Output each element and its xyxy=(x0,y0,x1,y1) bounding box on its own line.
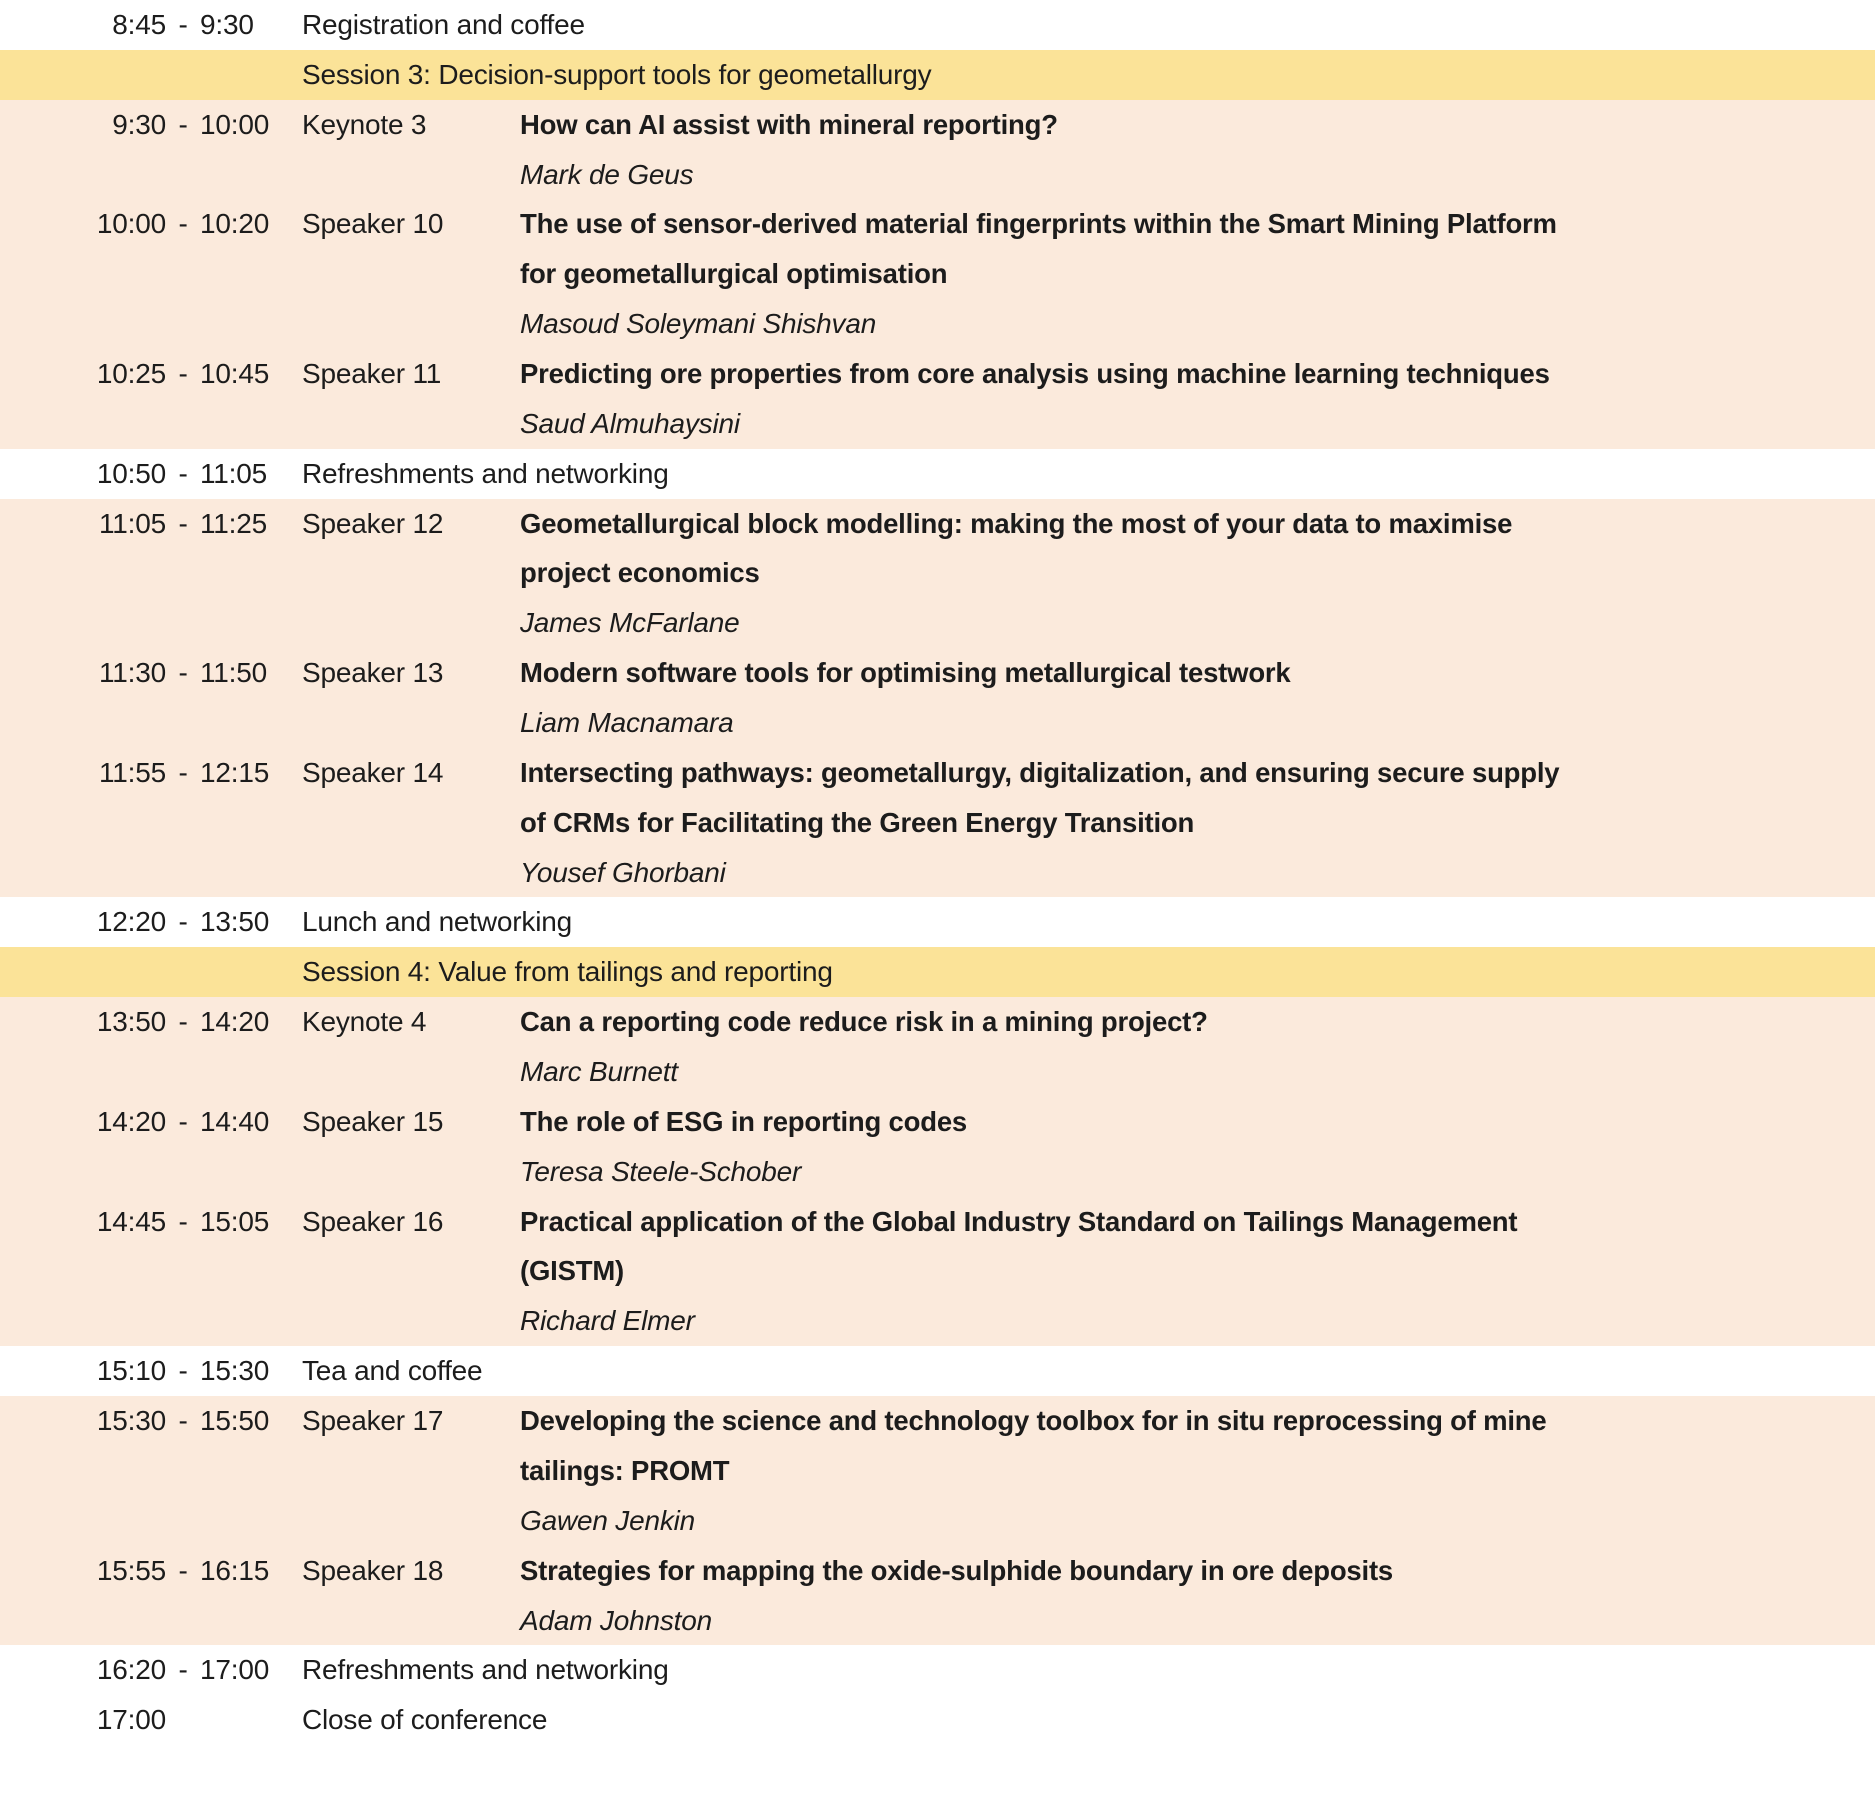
time-range-dash: - xyxy=(178,208,188,240)
break-label: Registration and coffee xyxy=(302,9,585,40)
talk-title: Modern software tools for optimising metallurgical testwork xyxy=(520,657,1291,689)
time-range-dash: - xyxy=(178,9,188,40)
time-slot xyxy=(0,449,302,499)
time-slot xyxy=(0,0,302,50)
start-time: 10:25 xyxy=(96,358,166,390)
end-time: 11:25 xyxy=(200,507,267,539)
talk-speaker-name: Adam Johnston xyxy=(520,1604,712,1636)
talk-row xyxy=(0,1546,1875,1646)
talk-details xyxy=(520,349,1560,449)
talk-row xyxy=(0,1396,1875,1546)
talk-details xyxy=(520,648,1560,748)
end-time: 16:15 xyxy=(200,1554,270,1586)
break-label: Lunch and networking xyxy=(302,906,572,938)
end-time: 10:45 xyxy=(200,358,270,390)
start-time: 16:20 xyxy=(96,1654,166,1686)
time-range-dash: - xyxy=(178,1105,188,1137)
talk-title: Predicting ore properties from core analysis using machine learning techniques xyxy=(520,358,1550,390)
end-time: 9:30 xyxy=(200,9,254,40)
time-range-dash: - xyxy=(178,1554,188,1586)
talk-details xyxy=(520,499,1560,649)
time-slot xyxy=(0,1546,302,1596)
talk-details xyxy=(520,1097,1560,1197)
talk-speaker-name: James McFarlane xyxy=(520,607,740,639)
talk-speaker-name: Saud Almuhaysini xyxy=(520,407,740,439)
start-time: 9:30 xyxy=(112,108,166,140)
time-slot xyxy=(0,199,302,249)
end-time: 15:50 xyxy=(200,1405,270,1437)
time-slot xyxy=(0,499,302,549)
session-header-row xyxy=(0,947,1875,997)
end-time: 14:40 xyxy=(200,1105,270,1137)
talk-speaker-name: Liam Macnamara xyxy=(520,707,734,739)
time-slot xyxy=(0,100,302,150)
talk-slot-label: Keynote 4 xyxy=(302,1006,427,1038)
start-time: 13:50 xyxy=(96,1006,166,1038)
talk-slot-label: Speaker 15 xyxy=(302,1105,444,1137)
talk-slot-label: Speaker 11 xyxy=(302,358,442,390)
start-time: 11:30 xyxy=(99,657,166,689)
start-time: 15:30 xyxy=(96,1405,166,1437)
time-range-dash: - xyxy=(178,1355,188,1387)
time-range-dash: - xyxy=(178,457,188,489)
time-range-dash xyxy=(166,1695,200,1745)
time-slot xyxy=(0,1197,302,1247)
break-row xyxy=(0,1346,1875,1396)
talk-row xyxy=(0,648,1875,748)
talk-row xyxy=(0,499,1875,649)
start-time: 15:55 xyxy=(96,1554,166,1586)
break-row xyxy=(0,449,1875,499)
time-slot xyxy=(0,1346,302,1396)
talk-details xyxy=(520,1546,1560,1646)
time-slot xyxy=(0,897,302,947)
talk-details xyxy=(520,199,1560,349)
talk-slot-label: Speaker 13 xyxy=(302,657,444,689)
talk-title: The role of ESG in reporting codes xyxy=(520,1105,968,1137)
start-time: 10:50 xyxy=(96,457,166,489)
talk-title: Developing the science and technology toolbox for in situ reprocessing of mine tailings: PROMT xyxy=(520,1405,1547,1486)
time-slot xyxy=(0,1097,302,1147)
time-range-dash: - xyxy=(178,507,188,539)
time-slot xyxy=(0,748,302,798)
talk-slot-label: Speaker 17 xyxy=(302,1405,444,1437)
break-row xyxy=(0,0,1875,50)
start-time: 11:05 xyxy=(99,507,166,539)
talk-title: How can AI assist with mineral reporting? xyxy=(520,108,1058,140)
talk-speaker-name: Teresa Steele-Schober xyxy=(520,1155,802,1187)
talk-title: Intersecting pathways: geometallurgy, digitalization, and ensuring secure supply of CRMs for Facilitating the Green Energy Transition xyxy=(520,756,1560,838)
talk-slot-label: Speaker 14 xyxy=(302,756,444,788)
session-title: Session 3: Decision-support tools for geometallurgy xyxy=(302,58,932,90)
break-label: Close of conference xyxy=(302,1704,548,1736)
end-time: 11:05 xyxy=(200,457,267,489)
start-time: 17:00 xyxy=(96,1704,166,1736)
time-slot xyxy=(0,1396,302,1446)
talk-row xyxy=(0,1097,1875,1197)
break-label: Refreshments and networking xyxy=(302,1654,669,1686)
talk-row xyxy=(0,199,1875,349)
end-time: 17:00 xyxy=(200,1654,270,1686)
talk-row xyxy=(0,349,1875,449)
talk-row xyxy=(0,1197,1875,1347)
end-time: 12:15 xyxy=(200,756,270,788)
end-time: 15:05 xyxy=(200,1205,270,1237)
talk-speaker-name: Yousef Ghorbani xyxy=(520,856,726,888)
time-slot xyxy=(0,648,302,698)
break-row xyxy=(0,1645,1875,1695)
time-range-dash: - xyxy=(178,1405,188,1437)
talk-details xyxy=(520,1197,1560,1347)
time-range-dash: - xyxy=(178,657,188,689)
time-range-dash: - xyxy=(178,1654,188,1686)
talk-slot-label: Speaker 12 xyxy=(302,507,444,539)
talk-title: Geometallurgical block modelling: making the most of your data to maximise project economics xyxy=(520,507,1513,589)
time-range-dash: - xyxy=(178,756,188,788)
time-range-dash: - xyxy=(178,1006,188,1038)
talk-speaker-name: Gawen Jenkin xyxy=(520,1504,696,1536)
time-slot xyxy=(0,349,302,399)
end-time: 10:20 xyxy=(200,208,270,240)
talk-row xyxy=(0,748,1875,898)
talk-slot-label: Speaker 10 xyxy=(302,208,444,240)
start-time: 10:00 xyxy=(96,208,166,240)
end-time xyxy=(200,1695,302,1745)
end-time: 11:50 xyxy=(200,657,267,689)
talk-title: Can a reporting code reduce risk in a mining project? xyxy=(520,1006,1208,1038)
break-label: Tea and coffee xyxy=(302,1355,483,1387)
break-row xyxy=(0,1695,1875,1745)
start-time: 15:10 xyxy=(96,1355,166,1387)
time-slot xyxy=(0,1695,302,1745)
session-title: Session 4: Value from tailings and reporting xyxy=(302,956,833,988)
time-range-dash: - xyxy=(178,1205,188,1237)
talk-details xyxy=(520,100,1560,200)
talk-slot-label: Speaker 16 xyxy=(302,1205,444,1237)
talk-slot-label: Keynote 3 xyxy=(302,108,427,140)
end-time: 13:50 xyxy=(200,906,270,938)
time-slot xyxy=(0,1645,302,1695)
start-time: 14:20 xyxy=(96,1105,166,1137)
time-slot xyxy=(0,997,302,1047)
talk-details xyxy=(520,997,1560,1097)
time-range-dash: - xyxy=(178,358,188,390)
talk-title: Strategies for mapping the oxide-sulphide boundary in ore deposits xyxy=(520,1554,1394,1586)
talk-title: Practical application of the Global Industry Standard on Tailings Management (GISTM) xyxy=(520,1205,1518,1287)
time-range-dash: - xyxy=(178,108,188,140)
talk-details xyxy=(520,1396,1560,1546)
talk-details xyxy=(520,748,1560,898)
talk-row xyxy=(0,100,1875,200)
break-label: Refreshments and networking xyxy=(302,457,669,489)
talk-row xyxy=(0,997,1875,1097)
break-row xyxy=(0,897,1875,947)
talk-speaker-name: Mark de Geus xyxy=(520,158,694,190)
talk-speaker-name: Masoud Soleymani Shishvan xyxy=(520,308,877,340)
end-time: 14:20 xyxy=(200,1006,270,1038)
talk-speaker-name: Marc Burnett xyxy=(520,1056,678,1088)
start-time: 14:45 xyxy=(96,1205,166,1237)
start-time: 11:55 xyxy=(99,756,166,788)
talk-slot-label: Speaker 18 xyxy=(302,1554,444,1586)
end-time: 15:30 xyxy=(200,1355,270,1387)
start-time: 8:45 xyxy=(112,9,166,40)
talk-title: The use of sensor-derived material fingerprints within the Smart Mining Platform for geometallurgical optimisation xyxy=(520,208,1557,290)
session-header-row xyxy=(0,50,1875,100)
end-time: 10:00 xyxy=(200,108,270,140)
time-range-dash: - xyxy=(178,906,188,938)
start-time: 12:20 xyxy=(96,906,166,938)
talk-speaker-name: Richard Elmer xyxy=(520,1305,695,1337)
